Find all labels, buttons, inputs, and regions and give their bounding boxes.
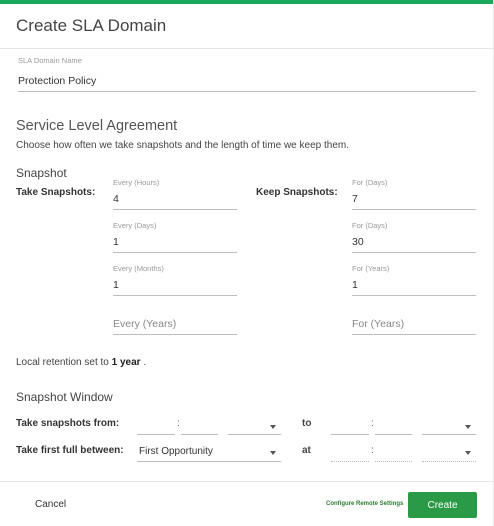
take-every-days-label: Every (Days) bbox=[113, 221, 157, 230]
to-minute-input[interactable] bbox=[375, 415, 412, 435]
from-ampm-chevron-down-icon bbox=[270, 425, 276, 429]
retention-value: 1 year bbox=[111, 357, 141, 368]
keep-for-days-2-label: For (Days) bbox=[352, 221, 388, 230]
keep-for-years-label: For (Years) bbox=[352, 264, 390, 273]
take-every-years-field[interactable] bbox=[113, 307, 237, 335]
snapshot-heading: Snapshot bbox=[16, 166, 67, 180]
take-every-years-label bbox=[113, 307, 237, 317]
keep-for-years-2-label bbox=[352, 307, 476, 317]
take-every-hours-field[interactable] bbox=[113, 178, 237, 210]
accent-bar bbox=[0, 0, 494, 4]
retention-suffix: . bbox=[143, 357, 147, 368]
from-hour-input[interactable] bbox=[137, 415, 175, 435]
create-button[interactable]: Create bbox=[408, 492, 477, 518]
take-every-hours-input[interactable]: 4 bbox=[113, 188, 237, 210]
keep-for-days-2-input[interactable]: 30 bbox=[352, 231, 476, 253]
at-colon: : bbox=[371, 445, 374, 456]
to-colon: : bbox=[371, 418, 374, 429]
retention-text bbox=[16, 357, 146, 368]
agreement-description: Choose how often we take snapshots and the length of time we keep them. bbox=[16, 140, 349, 151]
take-every-months-input[interactable]: 1 bbox=[113, 274, 237, 296]
keep-for-days-input[interactable]: 7 bbox=[352, 188, 476, 210]
agreement-heading: Service Level Agreement bbox=[16, 118, 178, 134]
dialog-title: Create SLA Domain bbox=[16, 16, 167, 35]
take-snapshots-from-label: Take snapshots from: bbox=[16, 418, 120, 429]
at-hour-input[interactable] bbox=[331, 442, 369, 462]
snapshot-window-heading: Snapshot Window bbox=[16, 390, 113, 404]
keep-for-years-2-field[interactable] bbox=[352, 307, 476, 335]
from-colon: : bbox=[177, 418, 180, 429]
configure-remote-settings-link[interactable]: Configure Remote Settings bbox=[326, 501, 404, 507]
keep-for-years-2-input[interactable]: For (Years) bbox=[352, 317, 476, 335]
keep-snapshots-label: Keep Snapshots: bbox=[256, 187, 338, 198]
take-every-months-label: Every (Months) bbox=[113, 264, 164, 273]
to-label: to bbox=[302, 418, 312, 429]
take-first-full-label: Take first full between: bbox=[16, 445, 124, 456]
keep-for-years-field[interactable] bbox=[352, 264, 476, 296]
to-ampm-chevron-down-icon bbox=[465, 425, 471, 429]
take-every-years-input[interactable]: Every (Years) bbox=[113, 317, 237, 335]
keep-for-days-label: For (Days) bbox=[352, 178, 388, 187]
to-hour-input[interactable] bbox=[331, 415, 369, 435]
at-ampm-chevron-down-icon bbox=[465, 451, 471, 455]
header-divider bbox=[0, 48, 494, 49]
take-every-hours-label: Every (Hours) bbox=[113, 178, 160, 187]
at-minute-input[interactable] bbox=[375, 442, 412, 462]
first-full-value: First Opportunity bbox=[139, 446, 213, 457]
from-minute-input[interactable] bbox=[181, 415, 218, 435]
at-label: at bbox=[302, 445, 311, 456]
keep-for-days-field[interactable] bbox=[352, 178, 476, 210]
take-every-months-field[interactable] bbox=[113, 264, 237, 296]
take-every-days-input[interactable]: 1 bbox=[113, 231, 237, 253]
sla-domain-name-label: SLA Domain Name bbox=[18, 56, 82, 65]
sla-domain-name-field[interactable] bbox=[18, 56, 476, 92]
footer-divider bbox=[0, 481, 494, 482]
sla-domain-name-input[interactable]: Protection Policy bbox=[18, 66, 476, 92]
take-every-days-field[interactable] bbox=[113, 221, 237, 253]
cancel-button[interactable]: Cancel bbox=[35, 499, 67, 510]
first-full-chevron-down-icon bbox=[270, 451, 276, 455]
take-snapshots-label: Take Snapshots: bbox=[16, 187, 96, 198]
retention-prefix: Local retention set to bbox=[16, 357, 109, 368]
keep-for-years-input[interactable]: 1 bbox=[352, 274, 476, 296]
keep-for-days-2-field[interactable] bbox=[352, 221, 476, 253]
